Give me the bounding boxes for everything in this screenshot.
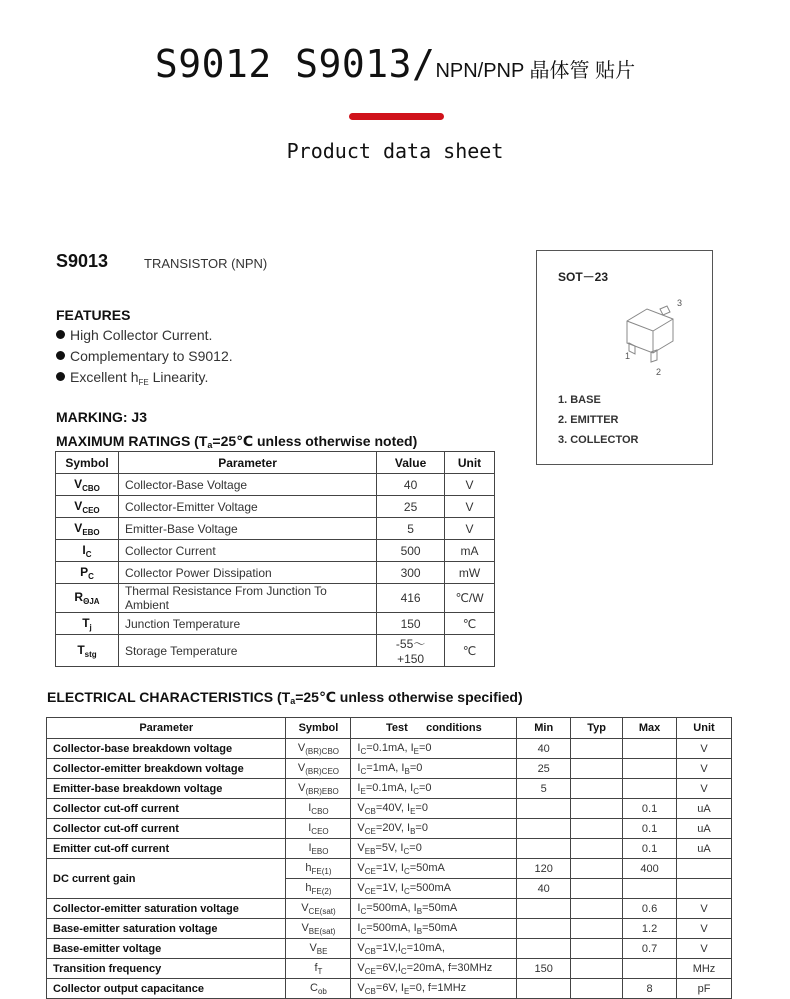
- symbol-cell: $V_{CBO}$: [56, 474, 119, 496]
- table-row: [47, 839, 732, 859]
- parameter-cell: Collector-Base Voltage: [118, 474, 376, 496]
- typ-cell: [571, 899, 623, 919]
- table-row: [47, 859, 732, 879]
- max-cell: 0.1: [623, 839, 677, 859]
- max-ratings-table: [55, 451, 495, 667]
- page-subtitle: Product data sheet: [286, 139, 504, 163]
- unit-cell: MHz: [677, 959, 732, 979]
- condition-cell: $I_C=1mA$, $I_B=0$: [351, 759, 517, 779]
- column-header: Min: [517, 718, 571, 739]
- sot23-package-icon: [617, 297, 697, 382]
- typ-cell: [571, 779, 623, 799]
- symbol-cell: $V_{(BR)CEO}$: [286, 759, 351, 779]
- unit-cell: V: [677, 739, 732, 759]
- symbol-cell: $I_{EBO}$: [286, 839, 351, 859]
- value-cell: 500: [377, 540, 445, 562]
- condition-cell: $I_C=500mA$, $I_B=50mA$: [351, 899, 517, 919]
- column-header: Symbol: [286, 718, 351, 739]
- unit-cell: ℃/W: [445, 584, 495, 613]
- table-row: [56, 584, 495, 613]
- feature-item: Complementary to S9012.: [56, 348, 233, 364]
- typ-cell: [571, 799, 623, 819]
- column-header: Parameter: [47, 718, 286, 739]
- max-cell: [623, 959, 677, 979]
- unit-cell: V: [677, 779, 732, 799]
- typ-cell: [571, 859, 623, 879]
- symbol-cell: $T_{stg}$: [56, 635, 119, 667]
- min-cell: [517, 839, 571, 859]
- typ-cell: [571, 819, 623, 839]
- min-cell: 40: [517, 879, 571, 899]
- condition-cell: $V_{CB}=6V$, $I_E=0$, f=1MHz: [351, 979, 517, 999]
- parameter-cell: Collector output capacitance: [47, 979, 286, 999]
- column-header: Symbol: [56, 452, 119, 474]
- parameter-cell: Collector-Emitter Voltage: [118, 496, 376, 518]
- unit-cell: V: [445, 496, 495, 518]
- symbol-cell: $I_C$: [56, 540, 119, 562]
- min-cell: [517, 899, 571, 919]
- parameter-cell: Emitter-base breakdown voltage: [47, 779, 286, 799]
- parameter-cell: Junction Temperature: [118, 613, 376, 635]
- table-row: [56, 474, 495, 496]
- column-header: Unit: [445, 452, 495, 474]
- title-suffix: NPN/PNP 晶体管 贴片: [435, 60, 636, 82]
- table-row: [47, 799, 732, 819]
- typ-cell: [571, 939, 623, 959]
- parameter-cell: Base-emitter voltage: [47, 939, 286, 959]
- column-header: Value: [377, 452, 445, 474]
- max-cell: [623, 739, 677, 759]
- table-row: [56, 540, 495, 562]
- table-row: [47, 899, 732, 919]
- parameter-cell: Transition frequency: [47, 959, 286, 979]
- pin-label-2: 2: [656, 367, 662, 377]
- max-cell: [623, 779, 677, 799]
- symbol-cell: $R_{\Theta JA}$: [56, 584, 119, 613]
- value-cell: -55～+150: [377, 635, 445, 667]
- unit-cell: uA: [677, 819, 732, 839]
- electrical-table: [46, 717, 732, 999]
- symbol-cell: $f_T$: [286, 959, 351, 979]
- max-cell: 8: [623, 979, 677, 999]
- unit-cell: V: [445, 518, 495, 540]
- parameter-cell: Storage Temperature: [118, 635, 376, 667]
- table-header-row: [56, 452, 495, 474]
- max-cell: [623, 879, 677, 899]
- typ-cell: [571, 739, 623, 759]
- table-row: [47, 959, 732, 979]
- typ-cell: [571, 759, 623, 779]
- unit-cell: V: [677, 759, 732, 779]
- pin-base: 1. BASE: [558, 394, 601, 406]
- column-header: Unit: [677, 718, 732, 739]
- value-cell: 5: [377, 518, 445, 540]
- condition-cell: $V_{EB}=5V$, $I_C=0$: [351, 839, 517, 859]
- min-cell: [517, 939, 571, 959]
- typ-cell: [571, 919, 623, 939]
- typ-cell: [571, 959, 623, 979]
- table-row: [56, 613, 495, 635]
- symbol-cell: $h_{FE(1)}$: [286, 859, 351, 879]
- bullet-icon: [56, 351, 65, 360]
- parameter-cell: Thermal Resistance From Junction To Ambient: [118, 584, 376, 613]
- parameter-cell: Collector cut-off current: [47, 799, 286, 819]
- pin-label-1: 1: [625, 351, 631, 361]
- min-cell: 150: [517, 959, 571, 979]
- typ-cell: [571, 839, 623, 859]
- unit-cell: uA: [677, 799, 732, 819]
- min-cell: 40: [517, 739, 571, 759]
- symbol-cell: $I_{CEO}$: [286, 819, 351, 839]
- min-cell: 5: [517, 779, 571, 799]
- package-name: SOT－23: [558, 270, 609, 284]
- condition-cell: $V_{CE}=1V$, $I_C=500mA$: [351, 879, 517, 899]
- max-ratings-heading: MAXIMUM RATINGS (Ta=25℃ unless otherwise noted): [56, 433, 418, 450]
- max-cell: [623, 759, 677, 779]
- max-cell: 0.7: [623, 939, 677, 959]
- min-cell: 120: [517, 859, 571, 879]
- symbol-cell: $V_{EBO}$: [56, 518, 119, 540]
- column-header: Test conditions: [351, 718, 517, 739]
- table-row: [47, 759, 732, 779]
- unit-cell: [677, 859, 732, 879]
- table-row: [56, 635, 495, 667]
- value-cell: 300: [377, 562, 445, 584]
- package-info-box: [536, 250, 713, 465]
- pin-label-3: 3: [677, 298, 683, 308]
- unit-cell: V: [677, 899, 732, 919]
- condition-cell: $V_{CE}=1V$, $I_C=50mA$: [351, 859, 517, 879]
- marking-code: MARKING: J3: [56, 409, 148, 425]
- table-row: [47, 919, 732, 939]
- table-row: [47, 939, 732, 959]
- symbol-cell: $P_C$: [56, 562, 119, 584]
- pin-emitter: 2. EMITTER: [558, 414, 619, 426]
- parameter-cell: Collector-emitter breakdown voltage: [47, 759, 286, 779]
- min-cell: [517, 919, 571, 939]
- symbol-cell: $V_{(BR)CBO}$: [286, 739, 351, 759]
- symbol-cell: $I_{CBO}$: [286, 799, 351, 819]
- condition-cell: $I_E=0.1mA$, $I_C=0$: [351, 779, 517, 799]
- condition-cell: $V_{CB}=1V,I_C=10mA$,: [351, 939, 517, 959]
- value-cell: 40: [377, 474, 445, 496]
- column-header: Typ: [571, 718, 623, 739]
- unit-cell: ℃: [445, 613, 495, 635]
- value-cell: 416: [377, 584, 445, 613]
- symbol-cell: $C_{ob}$: [286, 979, 351, 999]
- symbol-cell: $V_{BE(sat)}$: [286, 919, 351, 939]
- table-row: [56, 496, 495, 518]
- unit-cell: V: [677, 919, 732, 939]
- parameter-cell: Collector-emitter saturation voltage: [47, 899, 286, 919]
- parameter-cell: Collector-base breakdown voltage: [47, 739, 286, 759]
- page-title: [0, 42, 790, 86]
- features-heading: FEATURES: [56, 307, 131, 323]
- unit-cell: V: [677, 939, 732, 959]
- parameter-cell: Collector cut-off current: [47, 819, 286, 839]
- electrical-heading: ELECTRICAL CHARACTERISTICS (Ta=25℃ unless otherwise specified): [47, 689, 523, 706]
- parameter-cell: DC current gain: [47, 859, 286, 899]
- bullet-icon: [56, 372, 65, 381]
- condition-cell: $I_C=500mA$, $I_B=50mA$: [351, 919, 517, 939]
- unit-cell: [677, 879, 732, 899]
- value-cell: 150: [377, 613, 445, 635]
- table-row: [56, 518, 495, 540]
- value-cell: 25: [377, 496, 445, 518]
- unit-cell: mA: [445, 540, 495, 562]
- max-cell: 400: [623, 859, 677, 879]
- condition-cell: $V_{CB}=40V$, $I_E=0$: [351, 799, 517, 819]
- column-header: Max: [623, 718, 677, 739]
- table-row: [56, 562, 495, 584]
- part-type: TRANSISTOR (NPN): [144, 256, 268, 271]
- table-row: [47, 819, 732, 839]
- parameter-cell: Emitter-Base Voltage: [118, 518, 376, 540]
- min-cell: [517, 799, 571, 819]
- max-cell: 0.1: [623, 819, 677, 839]
- bullet-icon: [56, 330, 65, 339]
- column-header: Parameter: [118, 452, 376, 474]
- title-main: S9012 S9013/: [154, 42, 436, 86]
- unit-cell: ℃: [445, 635, 495, 667]
- condition-cell: $V_{CE}=20V$, $I_B=0$: [351, 819, 517, 839]
- unit-cell: uA: [677, 839, 732, 859]
- parameter-cell: Collector Power Dissipation: [118, 562, 376, 584]
- feature-item: Excellent $h_{FE}$ Linearity.: [56, 369, 208, 387]
- feature-item: High Collector Current.: [56, 327, 212, 343]
- symbol-cell: $V_{(BR)EBO}$: [286, 779, 351, 799]
- max-cell: 0.1: [623, 799, 677, 819]
- unit-cell: pF: [677, 979, 732, 999]
- accent-divider: [349, 113, 444, 120]
- min-cell: [517, 819, 571, 839]
- symbol-cell: $h_{FE(2)}$: [286, 879, 351, 899]
- min-cell: 25: [517, 759, 571, 779]
- symbol-cell: $T_j$: [56, 613, 119, 635]
- condition-cell: $I_C=0.1mA$, $I_E=0$: [351, 739, 517, 759]
- condition-cell: $V_{CE}=6V,I_C=20mA$, f=30MHz: [351, 959, 517, 979]
- part-number: S9013: [56, 251, 109, 271]
- pin-collector: 3. COLLECTOR: [558, 434, 639, 446]
- table-row: [47, 779, 732, 799]
- unit-cell: mW: [445, 562, 495, 584]
- max-cell: 1.2: [623, 919, 677, 939]
- symbol-cell: $V_{BE}$: [286, 939, 351, 959]
- parameter-cell: Base-emitter saturation voltage: [47, 919, 286, 939]
- symbol-cell: $V_{CEO}$: [56, 496, 119, 518]
- symbol-cell: $V_{CE(sat)}$: [286, 899, 351, 919]
- parameter-cell: Emitter cut-off current: [47, 839, 286, 859]
- unit-cell: V: [445, 474, 495, 496]
- parameter-cell: Collector Current: [118, 540, 376, 562]
- table-header-row: [47, 718, 732, 739]
- max-cell: 0.6: [623, 899, 677, 919]
- typ-cell: [571, 879, 623, 899]
- table-row: [47, 739, 732, 759]
